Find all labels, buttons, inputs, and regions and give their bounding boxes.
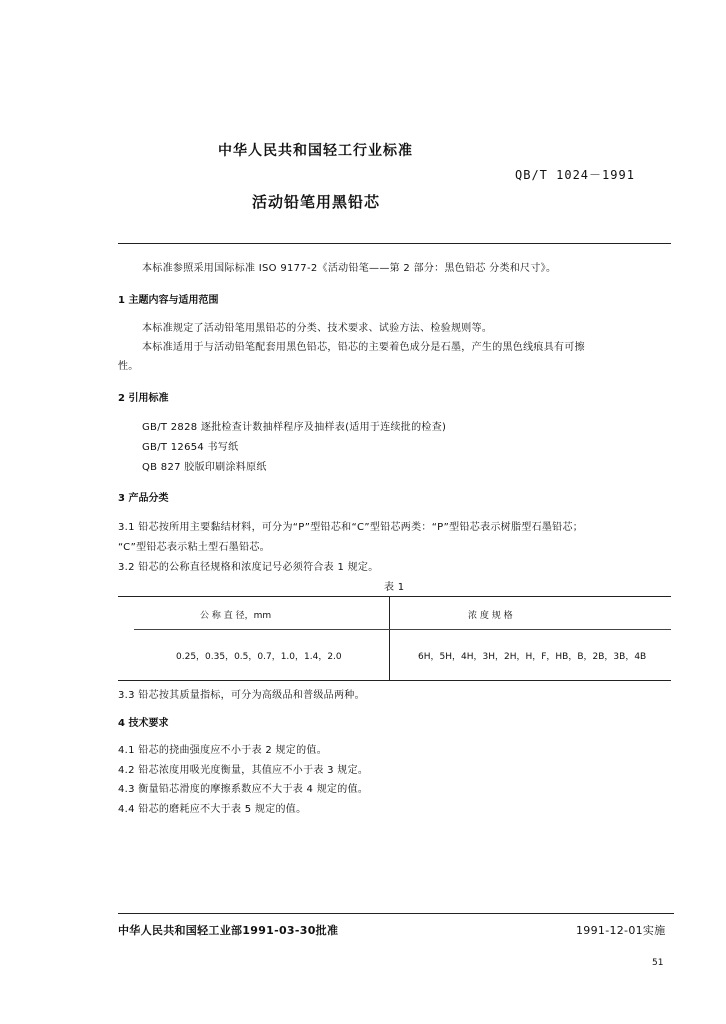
- clause-3-2: 3.2 铅芯的公称直径规格和浓度记号必须符合表 1 规定。: [118, 562, 379, 573]
- clause-3-1: 3.1 铅芯按所用主要黏结材料，可分为“P”型铅芯和“C”型铅芯两类：“P”型铅芯表示树脂型石墨铅芯；: [118, 522, 584, 533]
- intro-text: 本标准参照采用国际标准 ISO 9177-2《活动铅笔——第 2 部分：黑色铅芯 分类和尺寸》。: [142, 263, 557, 274]
- header-rule: [118, 243, 671, 244]
- section-1-para-2-cont: 性。: [118, 361, 139, 372]
- section-2-heading: 2 引用标准: [118, 393, 169, 404]
- section-1-heading: 1 主题内容与适用范围: [118, 295, 219, 306]
- table-column-divider: [389, 596, 390, 680]
- table-header-rule: [134, 629, 671, 630]
- reference-item: QB 827 胶版印刷涂料原纸: [142, 462, 267, 473]
- table-caption: 表 1: [384, 582, 405, 593]
- clause-3-1-cont: “C”型铅芯表示粘土型石墨铅芯。: [118, 542, 270, 553]
- page-number: 51: [652, 958, 664, 968]
- approval-line: 中华人民共和国轻工业部1991-03-30批准: [118, 924, 339, 937]
- standard-code: QB/T 1024－1991: [515, 168, 635, 182]
- section-1-para-2: 本标准适用于与活动铅笔配套用黑色铅芯，铅芯的主要着色成分是石墨，产生的黑色线痕具有可擦: [142, 342, 585, 353]
- requirement-item: 4.3 衡量铅芯滑度的摩擦系数应不大于表 4 规定的值。: [118, 784, 369, 795]
- requirement-item: 4.4 铅芯的磨耗应不大于表 5 规定的值。: [118, 804, 307, 815]
- reference-item: GB/T 2828 逐批检查计数抽样程序及抽样表(适用于连续批的检查): [142, 422, 447, 433]
- requirement-item: 4.1 铅芯的挠曲强度应不小于表 2 规定的值。: [118, 745, 328, 756]
- table-header-diameter: 公 称 直 径，mm: [200, 611, 272, 621]
- section-3-heading: 3 产品分类: [118, 493, 169, 504]
- section-1-para-1: 本标准规定了活动铅笔用黑铅芯的分类、技术要求、试验方法、检验规则等。: [142, 323, 493, 334]
- table-header-grade: 浓 度 规 格: [468, 611, 513, 621]
- standard-authority: 中华人民共和国轻工行业标准: [218, 143, 413, 159]
- document-title: 活动铅笔用黑铅芯: [252, 193, 381, 211]
- clause-3-3: 3.3 铅芯按其质量指标，可分为高级品和普级品两种。: [118, 690, 365, 701]
- reference-item: GB/T 12654 书写纸: [142, 442, 239, 453]
- table-bottom-rule: [118, 680, 671, 681]
- implementation-date: 1991-12-01实施: [576, 924, 666, 937]
- requirement-item: 4.2 铅芯浓度用吸光度衡量，其值应不小于表 3 规定。: [118, 765, 369, 776]
- footer-rule: [118, 913, 674, 914]
- table-top-rule: [118, 596, 671, 597]
- section-4-heading: 4 技术要求: [118, 718, 169, 729]
- table-cell-diameter: 0.25，0.35，0.5，0.7，1.0，1.4，2.0: [176, 652, 342, 662]
- table-cell-grade: 6H，5H，4H，3H，2H，H，F，HB，B，2B，3B，4B: [418, 652, 647, 662]
